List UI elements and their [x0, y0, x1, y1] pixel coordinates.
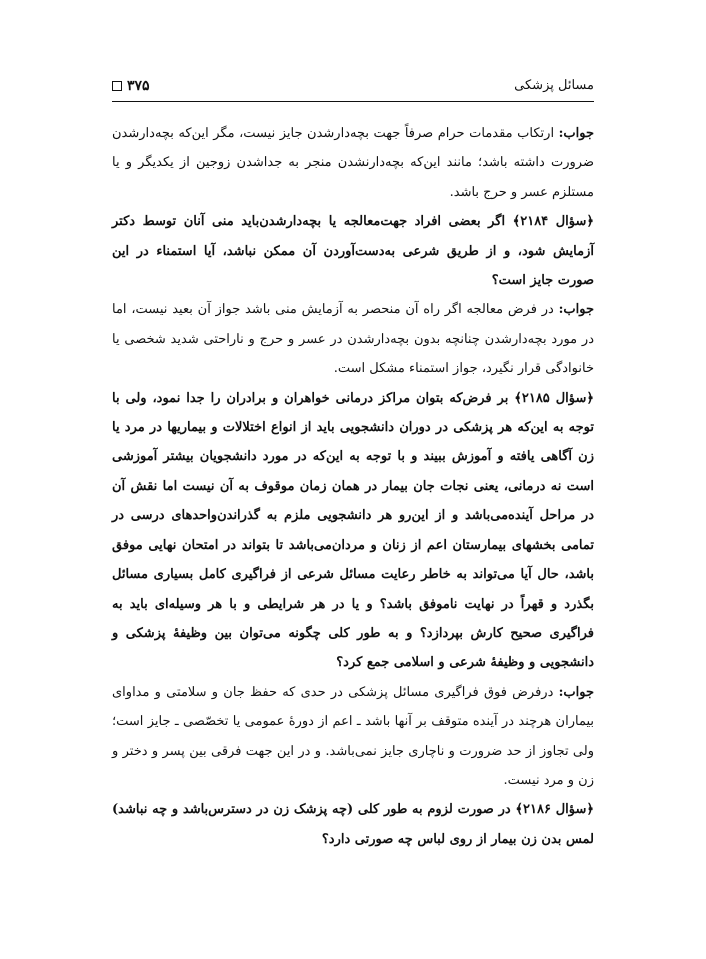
- answer-text: ارتکاب مقدمات حرام صرفاً جهت بچه‌دارشدن جایز نیست، مگر این‌که بچه‌دارشدن ضرورت داشته باشد؛ مانند این‌که بچه‌دارنشدن منجر به جداشدن زوجین از یکدیگر و یا مستلزم عسر و حرج باشد.: [112, 126, 594, 200]
- answer-2184: [112, 295, 594, 383]
- page-number: [112, 76, 150, 96]
- question-number: ﴿سؤال ۲۱۸۶﴾: [515, 802, 594, 818]
- square-icon: [112, 81, 122, 91]
- answer-label: جواب:: [558, 684, 594, 700]
- running-title: مسائل پزشکی: [514, 78, 594, 93]
- answer-2185: [112, 678, 594, 796]
- answer-text: درفرض فوق فراگیری مسائل پزشکی در حدی که حفظ جان و سلامتی و مداوای بیماران هرچند در آینده متوقف بر آنها باشد ـ اعم از دورهٔ عمومی یا تخصّصی ـ جایز است؛ ولی تجاوز از حد ضرورت و ناچاری جایز نمی‌باشد. و در این جهت فرقی بین پسر و دختر و زن و مرد نیست.: [112, 684, 594, 788]
- answer-label: جواب:: [558, 126, 594, 141]
- question-2184: [112, 207, 594, 295]
- header-rule: [112, 101, 594, 102]
- page-number-text: ۳۷۵: [127, 78, 150, 94]
- question-number: ﴿سؤال ۲۱۸۵﴾: [514, 390, 594, 406]
- question-text: اگر بعضی افراد جهت‌معالجه یا بچه‌دارشدن‌باید منی آنان توسط دکتر آزمایش شود، و از طریق شرعی به‌دست‌آوردن آن ممکن نباشد، آیا استمناء در این صورت جایز است؟: [112, 214, 594, 289]
- page-header: [112, 76, 594, 98]
- answer-label: جواب:: [558, 302, 594, 318]
- question-text: در صورت لزوم به طور کلی (چه پزشک زن در دسترس‌باشد و چه نباشد) لمس بدن زن بیمار از روی لباس چه صورتی دارد؟: [112, 802, 594, 847]
- question-number: ﴿سؤال ۲۱۸۴﴾: [512, 214, 594, 230]
- answer-text: در فرض معالجه اگر راه آن منحصر به آزمایش منی باشد جواز آن بعید نیست، اما در مورد بچه‌دارشدن چنانچه بدون بچه‌دارشدن در عسر و حرج و ناراحتی شدید شخصی یا خانوادگی قرار نگیرد، جواز استمناء مشکل است.: [112, 302, 594, 377]
- page-body: [112, 119, 594, 854]
- question-2185: [112, 384, 594, 678]
- question-text: بر فرض‌که بتوان مراکز درمانی خواهران و برادران را جدا نمود، ولی با توجه به این‌که هر پزشکی در دوران دانشجویی باید از انواع اختلالات و بیماریها در مرد یا زن آگاهی یافته و آموزش ببیند و با توجه به این‌که در مورد دانشجویان بیشتر آموزشی است نه درمانی، یعنی نجات جان بیمار در همان زمان موقوف به آن نیست اما نقش آن در مراحل آینده‌می‌باشد و از این‌رو هر دانشجویی ملزم به گذراندن‌واحدهای درسی در تمامی بخشهای بیمارستان اعم از زنان و مردان‌می‌باشد تا بتواند در امتحان نهایی موفق باشد، حال آیا می‌تواند به خاطر رعایت مسائل شرعی از فراگیری کامل بسیاری مسائل بگذرد و قهراً در نهایت ناموفق باشد؟ و یا در هر شرایطی و با هر وسیله‌ای باید به فراگیری صحیح کارش بپردازد؟ و به طور کلی چگونه می‌توان بین وظیفهٔ پزشکی و دانشجویی و وظیفهٔ شرعی و اسلامی جمع کرد؟: [112, 390, 594, 671]
- question-2186: [112, 795, 594, 854]
- answer-2183: [112, 119, 594, 207]
